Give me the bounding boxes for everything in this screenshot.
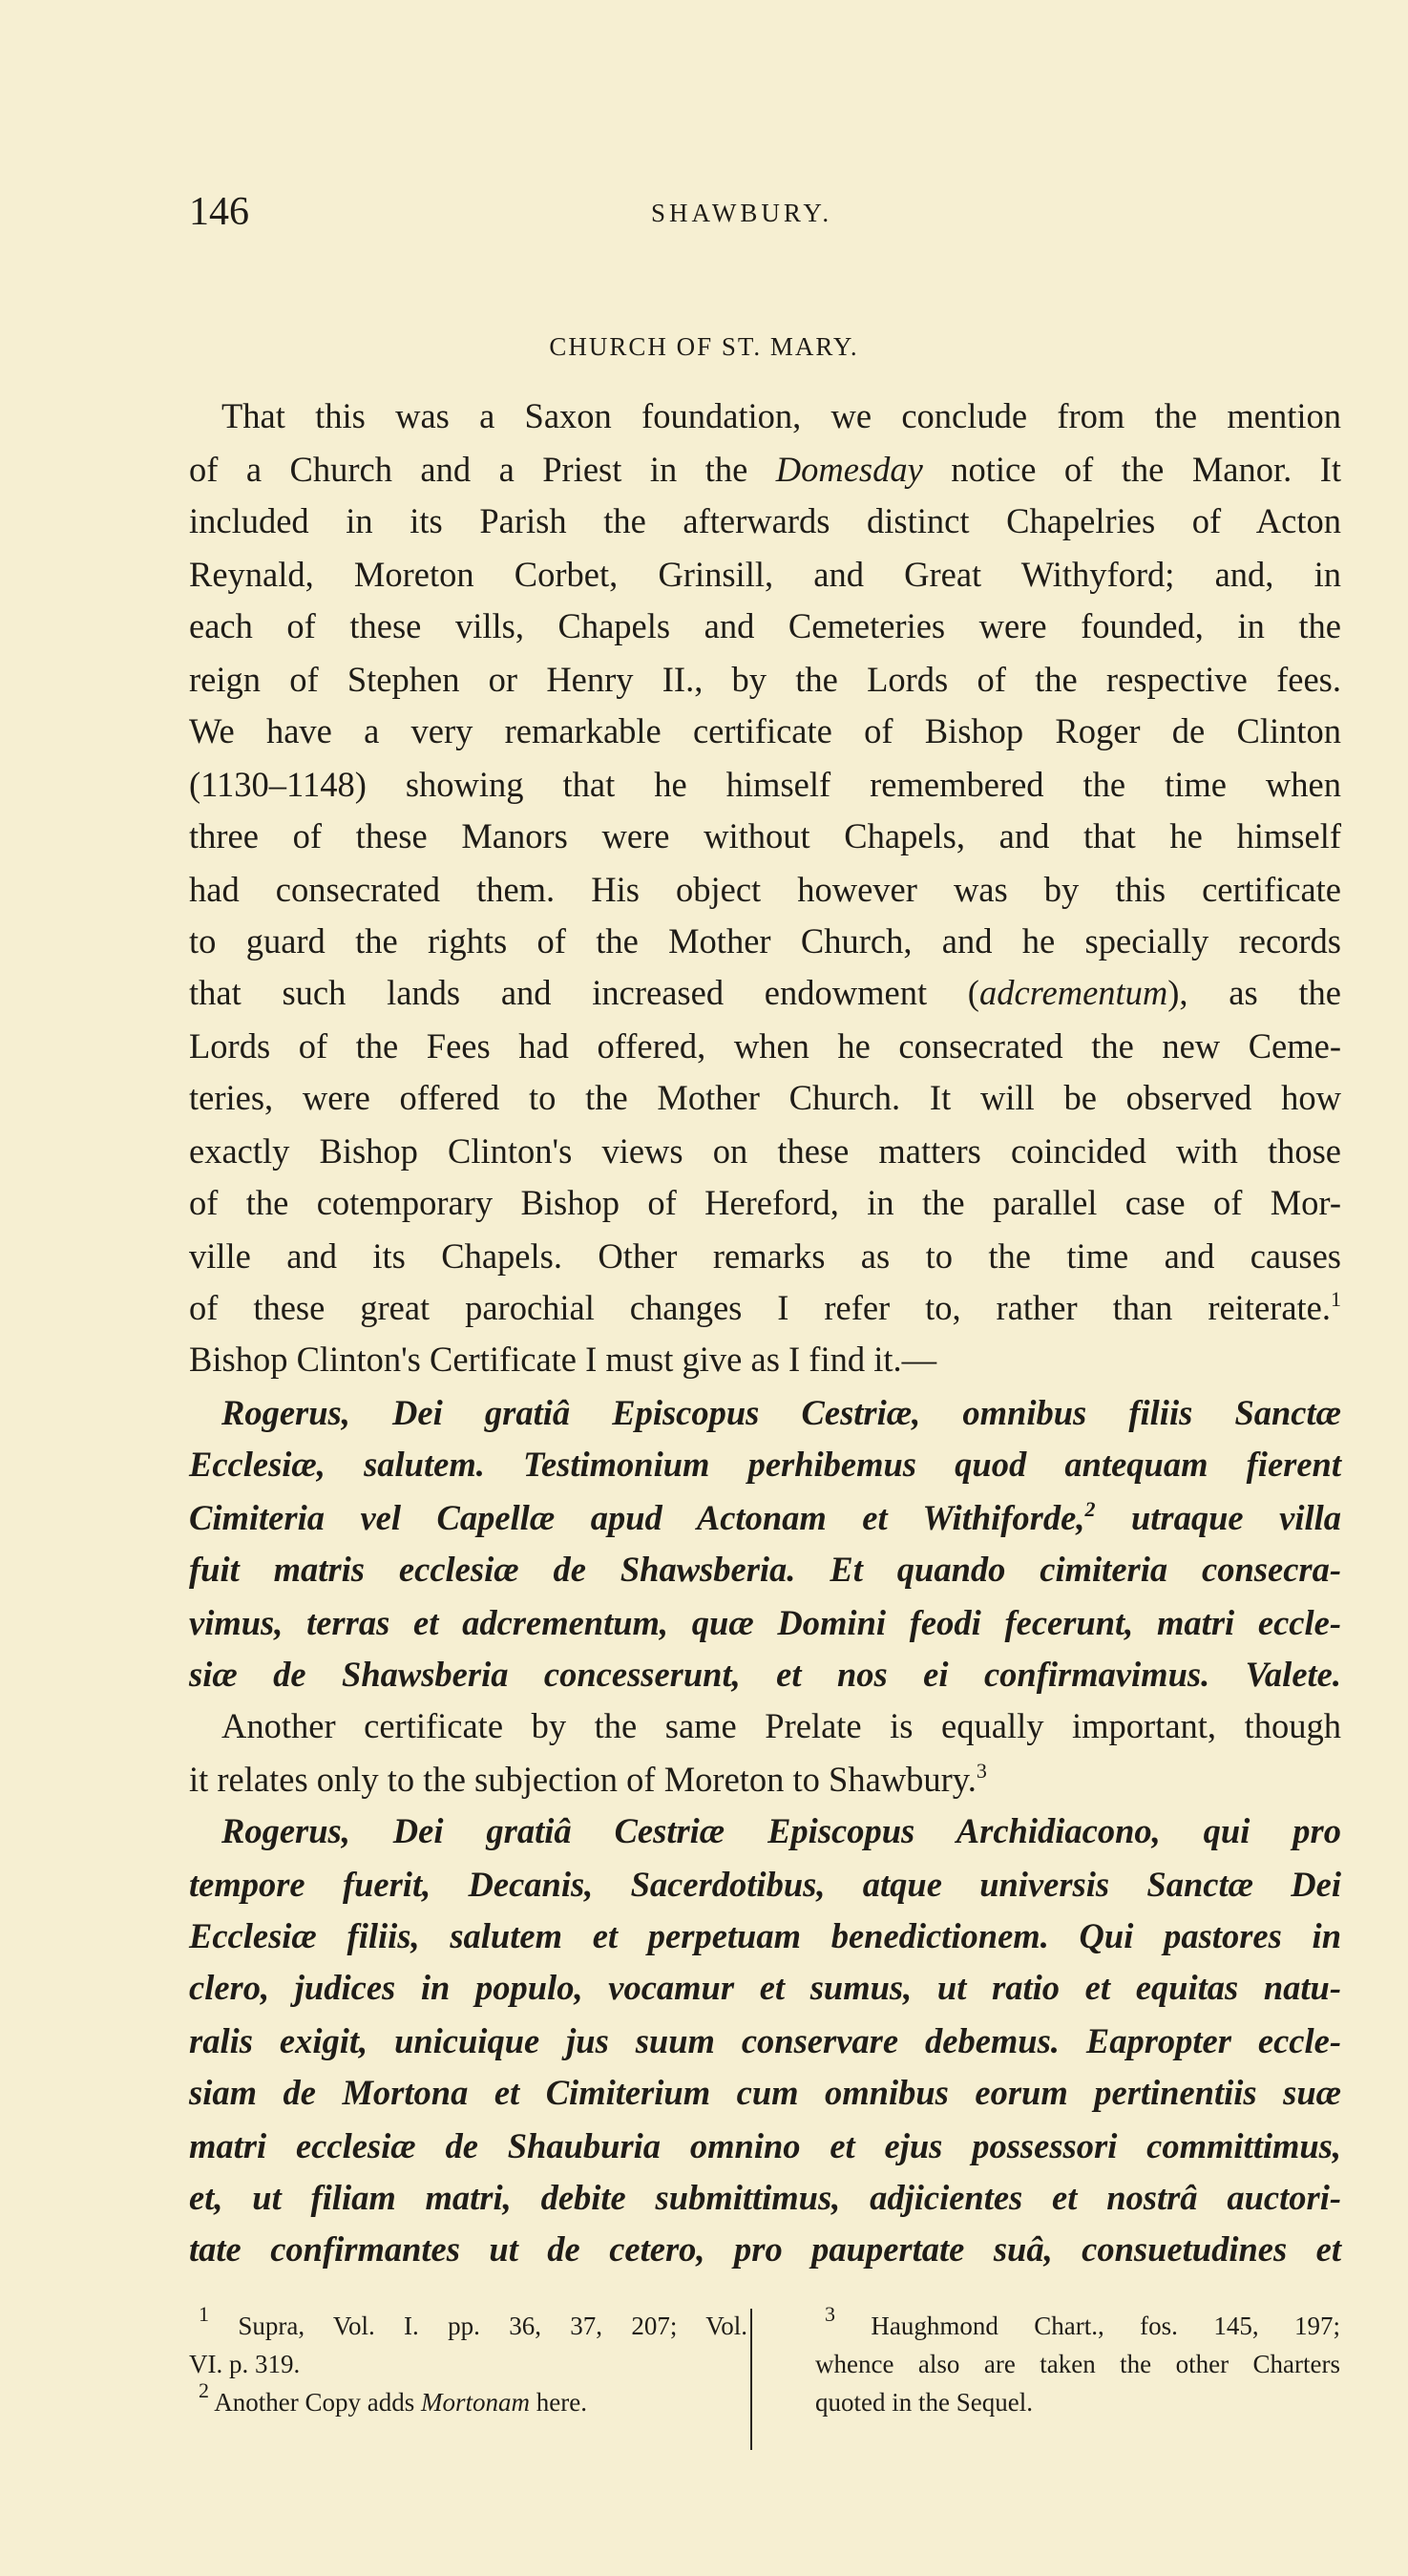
latin-line: Cimiteria vel Capellæ apud Actonam et Withiforde,$^2$ utraque villa [189, 1497, 1341, 1537]
latin-line: Ecclesiæ filiis, salutem et perpetuam benedictionem. Qui pastores in [189, 1916, 1341, 1955]
text-line: that such lands and increased endowment (adcrementum), as the [189, 973, 1341, 1012]
latin-line: siam de Mortona et Cimiterium cum omnibus eorum pertinentiis suæ [189, 2073, 1341, 2112]
footnote-line: whence also are taken the other Charters [815, 2350, 1340, 2378]
footnote-line: $^1$ Supra, Vol. I. pp. 36, 37, 207; Vol. [199, 2302, 747, 2340]
latin-line: Rogerus, Dei gratiâ Episcopus Cestriæ, omnibus filiis Sanctæ [221, 1393, 1341, 1432]
text-line: three of these Manors were without Chapels, and that he himself [189, 816, 1341, 855]
footnote-line: quoted in the Sequel. [815, 2388, 1033, 2417]
text-line: each of these vills, Chapels and Cemeteries were founded, in the [189, 606, 1341, 645]
text-line: to guard the rights of the Mother Church, and he specially records [189, 921, 1341, 961]
section-title: CHURCH OF ST. MARY. [549, 332, 859, 361]
text-line: Lords of the Fees had offered, when he consecrated the new Ceme- [189, 1026, 1341, 1066]
footnotes-right-column [815, 2302, 1340, 2421]
text-line: of these great parochial changes I refer to, rather than reiterate.$^1$ [189, 1287, 1341, 1327]
running-head: SHAWBURY. [651, 199, 833, 227]
latin-line: Ecclesiæ, salutem. Testimonium perhibemus quod antequam fierent [189, 1445, 1341, 1484]
latin-line: tate confirmantes ut de cetero, pro paupertate suâ, consuetudines et [189, 2229, 1341, 2269]
latin-line: matri ecclesiæ de Shauburia omnino et ejus possessori committimus, [189, 2126, 1341, 2165]
page-number: 146 [189, 190, 249, 234]
text-line: of a Church and a Priest in the Domesday notice of the Manor. It [189, 450, 1341, 489]
latin-line: fuit matris ecclesiæ de Shawsberia. Et quando cimiteria consecra- [189, 1550, 1341, 1589]
text-line: Another certificate by the same Prelate is equally important, though [221, 1706, 1341, 1745]
latin-line: tempore fuerit, Decanis, Sacerdotibus, atque universis Sanctæ Dei [189, 1865, 1341, 1904]
text-line: it relates only to the subjection of Moreton to Shawbury.$^3$ [189, 1759, 987, 1799]
text-line: reign of Stephen or Henry II., by the Lords of the respective fees. [189, 660, 1341, 699]
latin-line: Rogerus, Dei gratiâ Cestriæ Episcopus Archidiacono, qui pro [221, 1811, 1341, 1850]
text-line: had consecrated them. His object however was by this certificate [189, 870, 1341, 909]
text-line: That this was a Saxon foundation, we conclude from the mention [221, 396, 1341, 435]
text-line: (1130–1148) showing that he himself remembered the time when [189, 765, 1341, 804]
text-line: ville and its Chapels. Other remarks as to the time and causes [189, 1236, 1341, 1276]
footnotes-left-column [189, 2302, 747, 2421]
footnote-line: VI. p. 319. [189, 2350, 301, 2378]
latin-line: siæ de Shawsberia concesserunt, et nos ei confirmavimus. Valete. [189, 1655, 1341, 1694]
latin-line: et, ut filiam matri, debite submittimus, adjicientes et nostrâ auctori- [189, 2178, 1341, 2217]
footnote-divider [750, 2309, 752, 2450]
page-header [189, 189, 1334, 246]
text-line: exactly Bishop Clinton's views on these matters coincided with those [189, 1131, 1341, 1171]
text-line: teries, were offered to the Mother Church. It will be observed how [189, 1078, 1341, 1117]
text-line: included in its Parish the afterwards distinct Chapelries of Acton [189, 501, 1341, 540]
italic-word: Domesday [775, 450, 923, 489]
footnote-line: $^2$ Another Copy adds Mortonam here. [199, 2378, 587, 2417]
footnote-line: $^3$ Haughmond Chart., fos. 145, 197; [825, 2302, 1340, 2340]
text-line: of the cotemporary Bishop of Hereford, in the parallel case of Mor- [189, 1183, 1341, 1222]
latin-line: vimus, terras et adcrementum, quæ Domini feodi fecerunt, matri eccle- [189, 1603, 1341, 1642]
latin-line: ralis exigit, unicuique jus suum conservare debemus. Eapropter eccle- [189, 2021, 1341, 2060]
text-line: Bishop Clinton's Certificate I must give as I find it.— [189, 1340, 937, 1379]
italic-word: adcrementum [978, 973, 1168, 1012]
text-line: Reynald, Moreton Corbet, Grinsill, and Great Withyford; and, in [189, 555, 1341, 594]
footnote-ref: 2 [1084, 1497, 1096, 1521]
latin-line: clero, judices in populo, vocamur et sumus, ut ratio et equitas natu- [189, 1968, 1341, 2007]
footnote-ref: 3 [976, 1759, 987, 1783]
footnotes [189, 2302, 1341, 2450]
text-line: We have a very remarkable certificate of Bishop Roger de Clinton [189, 711, 1341, 750]
footnote-ref: 1 [1331, 1287, 1341, 1311]
